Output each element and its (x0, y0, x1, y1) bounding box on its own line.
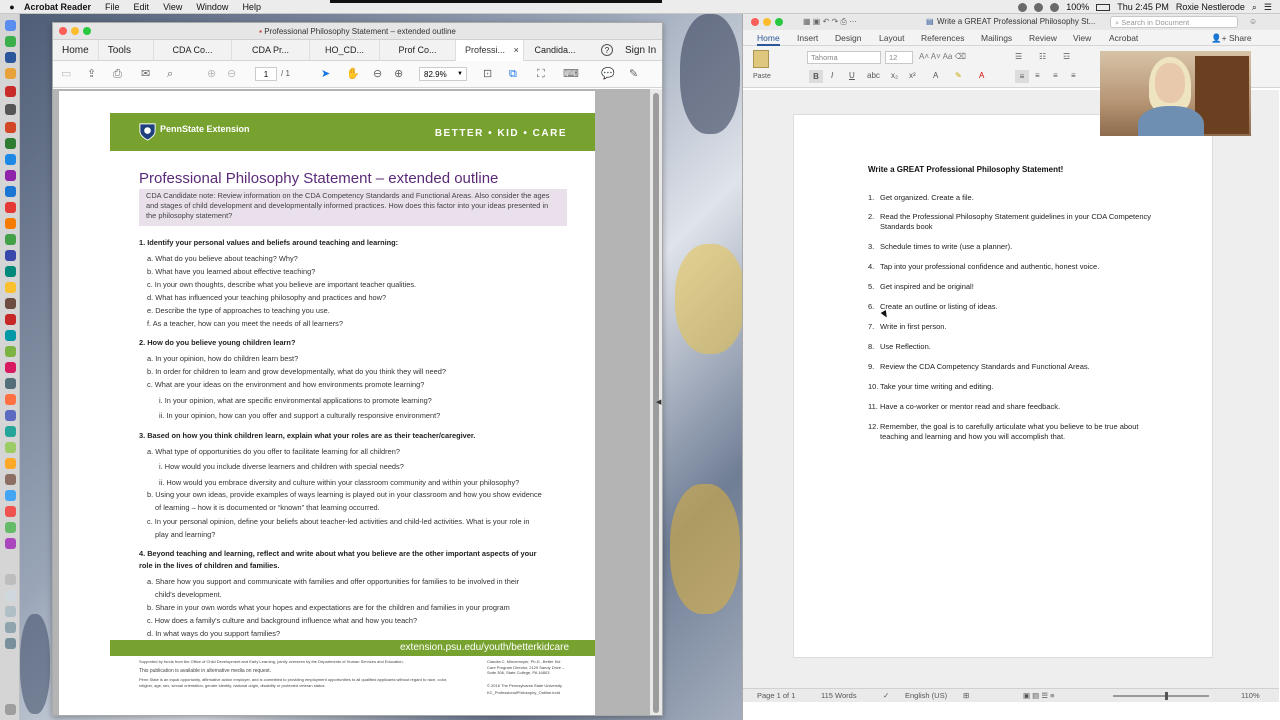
dock-app-icon[interactable] (5, 314, 16, 325)
highlight-icon[interactable]: ✎ (955, 71, 962, 80)
list-number: 11. (868, 402, 878, 411)
presenter-face (1155, 63, 1185, 103)
underline-button[interactable]: U (849, 71, 855, 80)
list-item (868, 362, 1158, 372)
funding-note: Supported by funds from the Office of Child Development and Early Learning, jointly overseen by the Departments of Human Services and Education. (139, 659, 404, 664)
dropbox-icon[interactable] (1018, 3, 1027, 12)
document-canvas[interactable] (53, 89, 662, 715)
dock-app-icon[interactable] (5, 282, 16, 293)
tab-active-doc[interactable] (456, 40, 524, 61)
help-icon[interactable]: ? (601, 44, 613, 56)
email-icon[interactable]: ✉ (141, 68, 151, 80)
word-doc-title: Write a GREAT Professional Philosophy Statement! (868, 165, 1064, 174)
tab-doc[interactable]: CDA Pr... (232, 40, 310, 61)
section-heading: 2. How do you believe young children learn? (139, 338, 296, 347)
previous-page-icon[interactable]: ⊕ (207, 68, 217, 80)
multilevel-list-icon[interactable]: ☲ (1063, 52, 1071, 61)
section-heading: 1. Identify your personal values and beliefs around teaching and learning: (139, 238, 399, 247)
paste-label[interactable]: Paste (753, 73, 771, 80)
wallpaper-shape (680, 14, 740, 134)
bullets-icon[interactable]: ☰ (1015, 52, 1023, 61)
section-heading: 4. Beyond teaching and learning, reflect and write about what you believe are the other important aspects of your (139, 549, 537, 558)
dock-app-icon[interactable] (5, 590, 16, 601)
outline-item: c. In your own thoughts, describe what you believe are important teacher qualities. (147, 280, 417, 289)
list-text: Tap into your professional confidence and authentic, honest voice. (880, 262, 1100, 271)
list-number: 8. (868, 342, 875, 351)
font-size-icons[interactable]: A˄ A˅ Aa ⌫ (919, 52, 966, 61)
list-number: 6. (868, 302, 875, 311)
list-item (868, 262, 1158, 272)
battery-icon[interactable] (1096, 4, 1110, 11)
acrobat-tabbar (53, 40, 662, 61)
maximize-window-button[interactable] (775, 18, 783, 26)
file-reference: KC_ProfessionalPhilosophy_Outline.indd (487, 690, 560, 695)
list-item (868, 193, 1158, 203)
share-button[interactable] (1211, 33, 1252, 44)
dock (0, 14, 20, 720)
outline-item: b. What have you learned about effective teaching? (147, 267, 316, 276)
list-number: 7. (868, 322, 875, 331)
ribbon-tab-design[interactable]: Design (835, 33, 862, 43)
menubar-status-area (1018, 0, 1272, 14)
subscript-icon[interactable]: x₂ (891, 71, 899, 80)
clock[interactable]: Thu 2:45 PM (1117, 2, 1169, 12)
list-text: Get organized. Create a file. (880, 193, 974, 202)
tab-doc[interactable]: Prof Co... (380, 40, 456, 61)
font-size-value: 12 (889, 53, 898, 62)
dock-app-icon[interactable] (5, 122, 16, 133)
apple-icon[interactable]: ● (9, 1, 15, 12)
proofing-icon[interactable]: ✓ (883, 691, 890, 700)
dock-app-icon[interactable] (5, 52, 16, 63)
minimize-window-button[interactable] (71, 27, 79, 35)
outline-subitem: ii. In your opinion, how can you offer and support a culturally responsive environment? (159, 411, 441, 420)
acrobat-window (52, 22, 663, 716)
dock-app-icon[interactable] (5, 20, 16, 31)
dock-app-icon[interactable] (5, 68, 16, 79)
fit-page-icon[interactable]: ⊡ (483, 68, 493, 80)
tab-doc[interactable]: Candida... (534, 44, 576, 55)
dock-app-icon[interactable] (5, 154, 16, 165)
list-number: 12. (868, 422, 879, 431)
psu-extension-brand: PennState Extension (160, 124, 250, 134)
list-number: 2. (868, 212, 875, 221)
section-heading-continued: role in the lives of children and families. (139, 561, 280, 570)
list-text: Remember, the goal is to carefully articulate what you believe to be true about teaching and learning and how you will accomplish that. (880, 422, 1139, 441)
ribbon-tab-insert[interactable]: Insert (797, 33, 819, 43)
equal-opportunity-note: Penn State is an equal opportunity, affirmative action employer, and is committed to providing employment opportunities to all qualified applicants without regard to race, color, religion, age, sex, sexual orientation, gender identity, national origin, disability or protected veteran status. (139, 677, 448, 688)
close-tab-icon[interactable]: × (513, 44, 519, 55)
search-icon[interactable]: ⌕ (1251, 1, 1257, 12)
alt-media-note: This publication is available in alternative media on request. (139, 668, 272, 674)
list-text: Read the Professional Philosophy Statement guidelines in your CDA Competency Standards book (880, 212, 1151, 231)
dock-app-icon[interactable] (5, 490, 16, 501)
recording-bar (330, 0, 662, 3)
word-titlebar[interactable] (743, 14, 1280, 30)
dock-app-icon[interactable] (5, 538, 16, 549)
dock-app-icon[interactable] (5, 522, 16, 533)
full-screen-icon[interactable]: ⛶ (537, 68, 545, 80)
outline-item: d. What has influenced your teaching philosophy and practices and how? (147, 293, 387, 302)
tab-tools[interactable]: Tools (99, 40, 154, 61)
presenter-body (1138, 106, 1204, 136)
italic-button[interactable]: I (831, 71, 834, 80)
dock-app-icon[interactable] (5, 458, 16, 469)
tab-doc[interactable]: CDA Co... (154, 40, 232, 61)
dock-app-icon[interactable] (5, 622, 16, 633)
search-icon: ⌕ (1115, 18, 1122, 27)
app-name[interactable]: Acrobat Reader (24, 1, 92, 12)
outline-item: b. Share in your own words what your hopes and expectations are for the children and families in your program (147, 603, 510, 612)
list-text: Get inspired and be original! (880, 282, 974, 291)
outline-item: e. Describe the type of approaches to teaching you use. (147, 306, 330, 315)
upload-icon[interactable]: ⇪ (87, 68, 97, 80)
menu-help[interactable]: Help (242, 1, 261, 12)
document-title: Professional Philosophy Statement – extended outline (139, 170, 499, 187)
list-text: Schedule times to write (use a planner). (880, 242, 1013, 251)
list-text: Review the CDA Competency Standards and Functional Areas. (880, 362, 1090, 371)
acrobat-window-title: Professional Philosophy Statement – extended outline (264, 27, 456, 36)
outline-item: a. What type of opportunities do you offer to facilitate learning for all children? (147, 447, 400, 456)
dock-app-icon[interactable] (5, 218, 16, 229)
dock-app-icon[interactable] (5, 234, 16, 245)
outline-item-continued: child's development. (155, 590, 222, 599)
dock-app-icon[interactable] (5, 346, 16, 357)
outline-item: b. Using your own ideas, provide examples of ways learning is played out in your classroom and how you show evidence (147, 490, 542, 499)
footer-url-banner (110, 640, 595, 656)
copyright-note: © 2016 The Pennsylvania State University (487, 683, 562, 688)
ribbon-tab-mailings[interactable]: Mailings (981, 33, 1013, 43)
list-item (868, 402, 1158, 412)
pdf-file-icon: ▪ (259, 27, 262, 36)
menu-file[interactable]: File (105, 1, 120, 12)
list-item (868, 242, 1158, 252)
maximize-window-button[interactable] (83, 27, 91, 35)
outline-item: a. In your opinion, how do children learn best? (147, 354, 299, 363)
ribbon-tab-review[interactable]: Review (1029, 33, 1057, 43)
dock-app-icon[interactable] (5, 104, 16, 115)
user-name[interactable]: Roxie Nestlerode (1175, 2, 1245, 12)
menu-edit[interactable]: Edit (133, 1, 150, 12)
outline-item: b. In order for children to learn and grow developmentally, what do you think they will need? (147, 367, 446, 376)
menu-window[interactable]: Window (196, 1, 229, 12)
list-text: Write in first person. (880, 322, 947, 331)
list-text: Take your time writing and editing. (880, 382, 994, 391)
dock-app-icon[interactable] (5, 362, 16, 373)
outline-item: c. In your personal opinion, define your beliefs about teacher-led activities and child-led activities. What is your role in (147, 517, 530, 526)
acrobat-toolbar (53, 61, 662, 88)
dock-app-icon[interactable] (5, 378, 16, 389)
list-number: 10. (868, 382, 879, 391)
find-icon[interactable]: ⌕ (167, 68, 174, 80)
align-left-icon[interactable]: ≡ (1015, 70, 1029, 83)
zoom-dropdown[interactable] (419, 67, 467, 81)
outline-subitem: i. How would you include diverse learners and children with special needs? (159, 462, 404, 471)
program-director-info: Claudia C. Mincemoyer, Ph.D., Better Kid Care Program Director, 2129 Sandy Drive – Suite 306, State College, PA 16803 (487, 659, 565, 675)
footer-url[interactable]: extension.psu.edu/youth/betterkidcare (400, 642, 569, 653)
outline-item-continued: of learning – how it is documented or “known” that learning occurred. (155, 503, 380, 512)
list-item (868, 212, 1158, 232)
dock-app-icon[interactable] (5, 186, 16, 197)
dock-app-icon[interactable] (5, 442, 16, 453)
paste-icon[interactable] (753, 50, 769, 68)
tab-label: Professi... (465, 44, 506, 55)
outline-subitem: i. In your opinion, what are specific environmental applications to promote learning? (159, 396, 432, 405)
outline-item: a. What do you believe about teaching? Why? (147, 254, 298, 263)
view-mode-icons[interactable]: ▣ ▤ ☰ ≡ (1023, 691, 1055, 700)
list-item (868, 282, 1158, 292)
select-tool-icon[interactable]: ➤ (321, 68, 331, 80)
hand-tool-icon[interactable]: ✋ (346, 68, 360, 80)
acrobat-titlebar[interactable] (53, 23, 662, 40)
page-number-input[interactable]: 1 (255, 67, 277, 81)
dock-app-icon[interactable] (5, 574, 16, 585)
sign-in-button[interactable]: Sign In (625, 45, 657, 56)
list-item (868, 382, 1158, 392)
align-right-icon[interactable]: ≡ (1053, 71, 1058, 80)
zoom-slider[interactable] (1113, 695, 1209, 697)
outline-item: a. Share how you support and communicate with families and offer opportunities for families to be involved in their (147, 577, 520, 586)
tab-doc[interactable]: HO_CD... (310, 40, 380, 61)
list-item (868, 422, 1158, 442)
search-placeholder: Search in Document (1121, 18, 1190, 27)
wallpaper-shape (670, 484, 740, 614)
section-heading: 3. Based on how you think children learn, explain what your roles are as their teacher/caregiver. (139, 431, 476, 440)
word-page[interactable] (793, 114, 1213, 658)
bold-button[interactable]: B (809, 70, 823, 83)
word-window-title: Write a GREAT Professional Philosophy St... (937, 17, 1096, 26)
outline-item: c. What are your ideas on the environment and how environments promote learning? (147, 380, 425, 389)
page-total: / 1 (281, 69, 290, 78)
better-kid-care-slogan: BETTER • KID • CARE (434, 128, 567, 139)
dock-app-icon[interactable] (5, 250, 16, 261)
list-text: Create an outline or listing of ideas. (880, 302, 998, 311)
track-changes-icon[interactable]: ⊞ (963, 691, 970, 700)
dock-app-icon[interactable] (5, 394, 16, 405)
word-count-status[interactable]: 115 Words (821, 691, 857, 700)
wallpaper-shape (20, 614, 50, 714)
justify-icon[interactable]: ≡ (1071, 71, 1076, 80)
quick-access-icons[interactable]: ▦ ▣ ↶ ↷ ⎙ ⋯ (803, 17, 858, 26)
dock-app-icon[interactable] (5, 202, 16, 213)
list-text: Have a co-worker or mentor read and share feedback. (880, 402, 1061, 411)
dock-app-icon[interactable] (5, 606, 16, 617)
ribbon-tab-view[interactable]: View (1073, 33, 1092, 43)
word-document-canvas[interactable] (743, 90, 1279, 702)
comment-icon[interactable]: 💬 (601, 68, 615, 80)
list-number: 3. (868, 242, 875, 251)
list-number: 9. (868, 362, 875, 371)
ribbon-tab-home[interactable]: Home (757, 33, 780, 46)
document-search-input[interactable] (1110, 16, 1238, 28)
ribbon-tab-references[interactable]: References (921, 33, 965, 43)
dock-app-icon[interactable] (5, 410, 16, 421)
outline-item-continued: play and learning? (155, 530, 216, 539)
list-item (868, 322, 1158, 332)
dock-app-icon[interactable] (5, 86, 16, 97)
numbering-icon[interactable]: ☷ (1039, 52, 1047, 61)
dock-app-icon[interactable] (5, 36, 16, 47)
list-item (868, 342, 1158, 352)
dock-app-icon[interactable] (5, 638, 16, 649)
menu-view[interactable]: View (163, 1, 183, 12)
page-count-status[interactable]: Page 1 of 1 (757, 691, 796, 700)
next-page-icon[interactable]: ⊖ (227, 68, 237, 80)
outline-item: c. How does a family's culture and background influence what and how you teach? (147, 616, 418, 625)
psu-shield-icon (138, 122, 157, 141)
outline-item: d. In what ways do you support families? (147, 629, 281, 638)
word-doc-icon: ▤ (926, 17, 934, 26)
align-center-icon[interactable]: ≡ (1035, 71, 1040, 80)
pdf-page (59, 91, 595, 715)
wallpaper-shape (675, 244, 745, 354)
dock-app-icon[interactable] (5, 266, 16, 277)
zoom-out-icon[interactable]: ⊖ (373, 68, 383, 80)
text-effects-icon[interactable]: A (933, 71, 939, 80)
dock-app-icon[interactable] (5, 138, 16, 149)
dock-app-icon[interactable] (5, 298, 16, 309)
ribbon-tab-acrobat[interactable]: Acrobat (1109, 33, 1139, 43)
trash-icon[interactable] (5, 704, 16, 715)
pen-icon[interactable]: ✎ (629, 68, 639, 80)
list-number: 4. (868, 262, 875, 271)
close-window-button[interactable] (751, 18, 759, 26)
minimize-window-button[interactable] (763, 18, 771, 26)
zoom-level[interactable]: 110% (1241, 691, 1260, 700)
list-number: 1. (868, 193, 875, 202)
ribbon-tabs (743, 30, 1280, 46)
superscript-icon[interactable]: x² (909, 71, 916, 80)
cda-candidate-note: CDA Candidate note: Review information on the CDA Competency Standards and Functional Areas. Also consider the ages and stages of child development and developmentally informed practices. How does this factor into your ideas presented in the philosophy statement? (139, 189, 567, 226)
dock-app-icon[interactable] (5, 474, 16, 485)
tab-home[interactable]: Home (53, 40, 99, 61)
font-size-dropdown[interactable] (885, 51, 913, 64)
share-icon: 👤+ (1211, 33, 1227, 43)
share-label: Share (1228, 33, 1252, 43)
list-number: 5. (868, 282, 875, 291)
list-item (868, 302, 1158, 312)
zoom-value: 82.9% (424, 70, 447, 79)
psu-header-banner (110, 113, 595, 151)
dock-app-icon[interactable] (5, 330, 16, 341)
scroll-mode-icon[interactable]: ⧉ (509, 68, 517, 80)
webcam-overlay (1100, 51, 1251, 136)
zoom-in-icon[interactable]: ⊕ (394, 68, 404, 80)
battery-percent[interactable]: 100% (1066, 2, 1090, 12)
word-status-bar (743, 688, 1279, 702)
dock-app-icon[interactable] (5, 170, 16, 181)
language-status[interactable]: English (US) (905, 691, 948, 700)
save-icon[interactable]: ▭ (61, 68, 72, 80)
strikethrough-icon[interactable]: abc (867, 71, 880, 80)
keyboard-icon[interactable]: ⌨ (563, 68, 579, 80)
font-color-icon[interactable]: A (979, 71, 985, 80)
dock-app-icon[interactable] (5, 426, 16, 437)
panel-toggle-icon[interactable]: ◀ (656, 399, 662, 406)
font-name-dropdown[interactable] (807, 51, 881, 64)
smiley-feedback-icon[interactable]: ☺ (1249, 17, 1258, 26)
close-window-button[interactable] (59, 27, 67, 35)
volume-icon[interactable] (1050, 3, 1059, 12)
list-text: Use Reflection. (880, 342, 931, 351)
chevron-down-icon: ▼ (457, 71, 463, 77)
ribbon-tab-layout[interactable]: Layout (879, 33, 905, 43)
outline-item: f. As a teacher, how can you meet the needs of all learners? (147, 319, 343, 328)
dock-app-icon[interactable] (5, 506, 16, 517)
notification-icon[interactable]: ☰ (1263, 1, 1272, 12)
zoom-slider-handle[interactable] (1165, 692, 1168, 700)
wifi-icon[interactable] (1034, 3, 1043, 12)
outline-subitem: ii. How would you embrace diversity and culture within your classroom community and within your philosophy? (159, 478, 520, 487)
print-icon[interactable]: ⎙ (113, 68, 122, 80)
font-name-value: Tahoma (811, 53, 838, 62)
